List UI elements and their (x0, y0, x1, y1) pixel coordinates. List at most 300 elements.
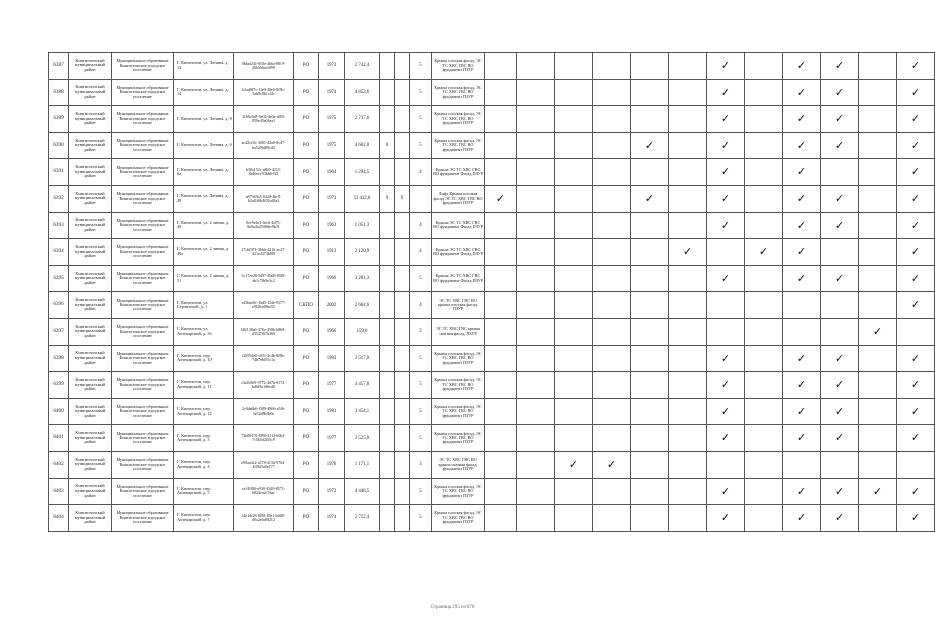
check-mark-icon: ✓ (910, 484, 921, 498)
works-list-cell: Крыша ЭС ТС ХВС ГВС ВО фундамент Фасад ПЗУР (432, 239, 485, 266)
area-cell: 2 664,6 (345, 292, 380, 319)
work-mark-cell (859, 425, 897, 452)
work-mark-cell (707, 318, 745, 345)
guid-cell: b8f138a6-476c-450b-b8b8-d3547f67b360 (234, 318, 294, 345)
work-mark-cell (783, 132, 821, 159)
work-mark-cell (485, 79, 517, 106)
work-mark-cell (745, 212, 783, 239)
check-mark-icon: ✓ (796, 484, 807, 498)
guid-cell: e98aa4c2-a578-4134-9764-4f06f3a0e177 (234, 451, 294, 478)
area-cell: 1 294,5 (345, 159, 380, 186)
work-mark-cell (897, 478, 935, 505)
work-mark-cell (669, 345, 707, 372)
extra-value-cell (380, 159, 395, 186)
work-mark-cell (821, 159, 859, 186)
work-mark-cell (593, 425, 631, 452)
work-mark-cell (897, 505, 935, 532)
guid-cell: ac42ce0c-3001-43a0-8c47-ba525bf89cd3 (234, 132, 294, 159)
work-mark-cell (897, 292, 935, 319)
extra-value-cell (380, 451, 395, 478)
extra-value-cell (395, 53, 410, 80)
work-mark-cell (669, 212, 707, 239)
work-mark-cell (745, 265, 783, 292)
work-mark-cell (745, 185, 783, 212)
check-mark-icon: ✓ (910, 351, 921, 365)
row-number: 6393 (49, 212, 69, 239)
work-mark-cell (859, 505, 897, 532)
extra-value-cell (380, 292, 395, 319)
work-mark-cell (485, 212, 517, 239)
row-number: 6387 (49, 53, 69, 80)
extra-value-cell (380, 239, 395, 266)
extra-value-cell (395, 79, 410, 106)
work-mark-cell (745, 398, 783, 425)
address-cell: Г. Кингисепп, ул. Строителей, д. 1 (174, 292, 234, 319)
check-mark-icon: ✓ (910, 431, 921, 445)
work-mark-cell (631, 505, 669, 532)
extra-value-cell (380, 372, 395, 399)
work-mark-cell (707, 398, 745, 425)
check-mark-icon: ✓ (720, 112, 731, 126)
check-mark-icon: ✓ (796, 245, 807, 259)
work-mark-cell (707, 79, 745, 106)
municipality-cell: Муниципальное образование Кингисеппское городское поселение (112, 425, 174, 452)
municipality-cell: Муниципальное образование Кингисеппское городское поселение (112, 185, 174, 212)
work-mark-cell (485, 106, 517, 133)
check-mark-icon: ✓ (796, 138, 807, 152)
address-cell: Г. Кингисепп, ул. Аптекарский, д. 3б (174, 318, 234, 345)
check-mark-icon: ✓ (910, 85, 921, 99)
work-mark-cell (783, 345, 821, 372)
district-cell: Кингисеппский муниципальный район (69, 212, 112, 239)
year-built-cell: 1963 (319, 212, 345, 239)
work-mark-cell (631, 451, 669, 478)
work-mark-cell (783, 239, 821, 266)
row-number: 6391 (49, 159, 69, 186)
row-number: 6399 (49, 372, 69, 399)
district-cell: Кингисеппский муниципальный район (69, 159, 112, 186)
work-mark-cell (745, 451, 783, 478)
address-cell: Г. Кингисепп, ул. Ленина, д. 9 (174, 106, 234, 133)
table-row (49, 451, 935, 478)
municipality-cell: Муниципальное образование Кингисеппское городское поселение (112, 451, 174, 478)
work-mark-cell (783, 106, 821, 133)
work-mark-cell (555, 185, 593, 212)
address-cell: Г. Кингисепп, пер. Аптекарский, д. 11 (174, 372, 234, 399)
row-number: 6392 (49, 185, 69, 212)
check-mark-icon: ✓ (910, 298, 921, 312)
work-mark-cell (555, 292, 593, 319)
extra-value-cell (380, 53, 395, 80)
work-mark-cell (859, 265, 897, 292)
work-mark-cell (821, 132, 859, 159)
work-mark-cell (631, 425, 669, 452)
guid-cell: 3166c6e8-9e02-4e0a-a88f-859e45e04ea1 (234, 106, 294, 133)
works-list-cell: Крыша плоская фасад, ЭС ТС ХВС ГВС ВО фундамент ПЗУР (432, 53, 485, 80)
work-mark-cell (821, 478, 859, 505)
work-mark-cell (517, 372, 555, 399)
floors-cell: 5 (410, 53, 432, 80)
work-mark-cell (897, 79, 935, 106)
table-row (49, 318, 935, 345)
check-mark-icon: ✓ (720, 165, 731, 179)
check-mark-icon: ✓ (796, 85, 807, 99)
address-cell: Г. Кингисепп, пер. Аптекарский, д. 12 (174, 398, 234, 425)
year-built-cell: 1976 (319, 451, 345, 478)
check-mark-icon: ✓ (872, 324, 883, 338)
work-mark-cell (745, 132, 783, 159)
work-mark-cell (821, 505, 859, 532)
work-mark-cell (707, 345, 745, 372)
work-mark-cell (859, 292, 897, 319)
work-mark-cell (593, 398, 631, 425)
extra-value-cell (395, 345, 410, 372)
check-mark-icon: ✓ (834, 112, 845, 126)
work-mark-cell (517, 425, 555, 452)
table-row (49, 159, 935, 186)
check-mark-icon: ✓ (796, 351, 807, 365)
year-built-cell: 1975 (319, 132, 345, 159)
work-mark-cell (593, 212, 631, 239)
work-mark-cell (669, 505, 707, 532)
year-built-cell: 1975 (319, 106, 345, 133)
table-row (49, 505, 935, 532)
area-cell: 4 853,6 (345, 79, 380, 106)
municipality-cell: Муниципальное образование Кингисеппское городское поселение (112, 132, 174, 159)
area-cell: 2 712,4 (345, 505, 380, 532)
extra-value-cell (380, 425, 395, 452)
guid-cell: b38a152c-a8b9-4215-8a40ecc93bb6-5f3 (234, 159, 294, 186)
extra-value-cell (380, 212, 395, 239)
municipality-cell: Муниципальное образование Кингисеппское городское поселение (112, 212, 174, 239)
work-mark-cell (669, 398, 707, 425)
check-mark-icon: ✓ (682, 245, 693, 259)
management-type-cell: РО (294, 212, 319, 239)
check-mark-icon: ✓ (720, 484, 731, 498)
work-mark-cell (485, 451, 517, 478)
management-type-cell: СКПО (294, 292, 319, 319)
municipality-cell: Муниципальное образование Кингисеппское городское поселение (112, 398, 174, 425)
table-row (49, 345, 935, 372)
management-type-cell: РО (294, 106, 319, 133)
work-mark-cell (745, 505, 783, 532)
work-mark-cell (485, 132, 517, 159)
area-cell: 3 517,0 (345, 345, 380, 372)
guid-cell: ce14f8f6-e930-4349-8571-b824ea2c7dac (234, 478, 294, 505)
area-cell: 4 457,8 (345, 372, 380, 399)
district-cell: Кингисеппский муниципальный район (69, 265, 112, 292)
work-mark-cell (555, 159, 593, 186)
work-mark-cell (897, 132, 935, 159)
work-mark-cell (631, 185, 669, 212)
work-mark-cell (631, 132, 669, 159)
district-cell: Кингисеппский муниципальный район (69, 79, 112, 106)
work-mark-cell (485, 398, 517, 425)
management-type-cell: РО (294, 505, 319, 532)
work-mark-cell (485, 478, 517, 505)
year-built-cell: 1981 (319, 398, 345, 425)
guid-cell: a87945b3-0428-4bc0-b2af1f6b4f02cd9a2 (234, 185, 294, 212)
work-mark-cell (631, 478, 669, 505)
work-mark-cell (485, 53, 517, 80)
floors-cell: 5 (410, 106, 432, 133)
work-mark-cell (555, 451, 593, 478)
check-mark-icon: ✓ (796, 404, 807, 418)
work-mark-cell (517, 159, 555, 186)
floors-cell: 5 (410, 478, 432, 505)
floors-cell: 4 (410, 159, 432, 186)
extra-value-cell: 0 (380, 132, 395, 159)
work-mark-cell (821, 425, 859, 452)
work-mark-cell (783, 212, 821, 239)
district-cell: Кингисеппский муниципальный район (69, 425, 112, 452)
work-mark-cell (859, 372, 897, 399)
work-mark-cell (707, 212, 745, 239)
work-mark-cell (631, 212, 669, 239)
check-mark-icon: ✓ (796, 218, 807, 232)
check-mark-icon: ✓ (758, 245, 769, 259)
work-mark-cell (783, 398, 821, 425)
work-mark-cell (859, 318, 897, 345)
guid-cell: f4a1b9e9-9772-4d7b-9174-bd6f8a1d6e40 (234, 372, 294, 399)
management-type-cell: РО (294, 185, 319, 212)
works-list-cell: Крыша плоская фасад, ЭС ТС ХВС ГВС ВО фундамент ПЗУР (432, 372, 485, 399)
check-mark-icon: ✓ (910, 378, 921, 392)
row-number: 6402 (49, 451, 69, 478)
area-cell: 159,0 (345, 318, 380, 345)
table-row (49, 79, 935, 106)
work-mark-cell (517, 478, 555, 505)
work-mark-cell (593, 372, 631, 399)
work-mark-cell (555, 425, 593, 452)
work-mark-cell (669, 451, 707, 478)
work-mark-cell (821, 292, 859, 319)
floors-cell: 5 (410, 265, 432, 292)
district-cell: Кингисеппский муниципальный район (69, 292, 112, 319)
check-mark-icon: ✓ (720, 378, 731, 392)
works-list-cell: Крыша плоская фасад, ЭС ТС ХВС ГВС ВО фундамент ПЗУР (432, 398, 485, 425)
work-mark-cell (631, 292, 669, 319)
work-mark-cell (707, 239, 745, 266)
work-mark-cell (897, 239, 935, 266)
table-row (49, 478, 935, 505)
extra-value-cell (395, 292, 410, 319)
district-cell: Кингисеппский муниципальный район (69, 398, 112, 425)
work-mark-cell (783, 265, 821, 292)
works-list-cell: Крыша плоская фасад, ЭС ТС ХВС ГВС ВО фундамент ПЗУР (432, 345, 485, 372)
district-cell: Кингисеппский муниципальный район (69, 505, 112, 532)
work-mark-cell (517, 106, 555, 133)
works-list-cell: Крыша плоская фасад, ЭС ТС ХВС ГВС ВО фундамент ПЗУР (432, 132, 485, 159)
year-built-cell: 2002 (319, 292, 345, 319)
works-list-cell: Крыша плоская фасад, ЭС ТС ХВС ГВС ВО фундамент ПЗУР (432, 505, 485, 532)
work-mark-cell (593, 451, 631, 478)
page-number: Страница 295 из 670 (430, 605, 475, 610)
work-mark-cell (517, 185, 555, 212)
extra-value-cell: 9 (395, 185, 410, 212)
work-mark-cell (821, 345, 859, 372)
work-mark-cell (555, 132, 593, 159)
check-mark-icon: ✓ (834, 484, 845, 498)
check-mark-icon: ✓ (834, 191, 845, 205)
work-mark-cell (745, 292, 783, 319)
work-mark-cell (745, 318, 783, 345)
extra-value-cell (380, 106, 395, 133)
work-mark-cell (593, 505, 631, 532)
work-mark-cell (859, 451, 897, 478)
corner-mark: · (856, 46, 857, 50)
work-mark-cell (485, 292, 517, 319)
floors-cell: 4 (410, 292, 432, 319)
work-mark-cell (669, 159, 707, 186)
work-mark-cell (745, 372, 783, 399)
check-mark-icon: ✓ (910, 59, 921, 73)
guid-cell: 0bbaf241-8f3b-4b6a-8819-26b5bbac0f99 (234, 53, 294, 80)
work-mark-cell (783, 53, 821, 80)
extra-value-cell: 9 (380, 185, 395, 212)
work-mark-cell (517, 212, 555, 239)
check-mark-icon: ✓ (910, 138, 921, 152)
check-mark-icon: ✓ (644, 191, 655, 205)
area-cell: 3 281,3 (345, 265, 380, 292)
extra-value-cell (395, 451, 410, 478)
management-type-cell: РО (294, 132, 319, 159)
work-mark-cell (897, 345, 935, 372)
row-number: 6390 (49, 132, 69, 159)
row-number: 6388 (49, 79, 69, 106)
work-mark-cell (859, 79, 897, 106)
municipality-cell: Муниципальное образование Кингисеппское городское поселение (112, 53, 174, 80)
check-mark-icon: ✓ (910, 112, 921, 126)
work-mark-cell (485, 265, 517, 292)
table-row (49, 292, 935, 319)
table-row (49, 106, 935, 133)
work-mark-cell (555, 239, 593, 266)
check-mark-icon: ✓ (720, 404, 731, 418)
management-type-cell: РО (294, 451, 319, 478)
work-mark-cell (517, 398, 555, 425)
area-cell: 4 602,0 (345, 132, 380, 159)
district-cell: Кингисеппский муниципальный район (69, 106, 112, 133)
work-mark-cell (783, 425, 821, 452)
work-mark-cell (897, 398, 935, 425)
check-mark-icon: ✓ (720, 351, 731, 365)
management-type-cell: РО (294, 318, 319, 345)
table-row (49, 425, 935, 452)
floors-cell: 4 (410, 239, 432, 266)
work-mark-cell (631, 159, 669, 186)
work-mark-cell (593, 318, 631, 345)
work-mark-cell (517, 79, 555, 106)
work-mark-cell (631, 79, 669, 106)
work-mark-cell (783, 451, 821, 478)
work-mark-cell (783, 292, 821, 319)
row-number: 6398 (49, 345, 69, 372)
address-cell: Г. Кингисепп, ул. 2 линия, д. 51 (174, 265, 234, 292)
check-mark-icon: ✓ (834, 271, 845, 285)
check-mark-icon: ✓ (872, 484, 883, 498)
management-type-cell: РО (294, 265, 319, 292)
guid-cell: 47c6f971-3b66-4216-ac27-421e4374b8f9 (234, 239, 294, 266)
work-mark-cell (631, 372, 669, 399)
table-row (49, 239, 935, 266)
housing-register-table (48, 52, 935, 532)
work-mark-cell (593, 185, 631, 212)
address-cell: Г. Кингисепп, пер. Аптекарский, д. 7 (174, 505, 234, 532)
check-mark-icon: ✓ (796, 112, 807, 126)
management-type-cell: РО (294, 425, 319, 452)
work-mark-cell (555, 318, 593, 345)
work-mark-cell (485, 159, 517, 186)
table-row (49, 132, 935, 159)
work-mark-cell (897, 372, 935, 399)
work-mark-cell (707, 132, 745, 159)
work-mark-cell (555, 478, 593, 505)
guid-cell: e43bae8c-1bd5-4f4e-9377-e9f26ad96a55 (234, 292, 294, 319)
address-cell: Г. Кингисепп, пер. Аптекарский, д. 5 (174, 478, 234, 505)
row-number: 6403 (49, 478, 69, 505)
municipality-cell: Муниципальное образование Кингисеппское городское поселение (112, 292, 174, 319)
work-mark-cell (517, 451, 555, 478)
check-mark-icon: ✓ (834, 138, 845, 152)
work-mark-cell (517, 53, 555, 80)
work-mark-cell (669, 79, 707, 106)
district-cell: Кингисеппский муниципальный район (69, 451, 112, 478)
work-mark-cell (821, 79, 859, 106)
address-cell: Г. Кингисепп, ул. Ленина, д. 6 (174, 132, 234, 159)
district-cell: Кингисеппский муниципальный район (69, 345, 112, 372)
district-cell: Кингисеппский муниципальный район (69, 372, 112, 399)
extra-value-cell (395, 505, 410, 532)
work-mark-cell (897, 212, 935, 239)
work-mark-cell (783, 372, 821, 399)
work-mark-cell (593, 345, 631, 372)
work-mark-cell (631, 345, 669, 372)
work-mark-cell (517, 292, 555, 319)
floors-cell: 5 (410, 345, 432, 372)
check-mark-icon: ✓ (644, 138, 655, 152)
check-mark-icon: ✓ (568, 457, 579, 471)
work-mark-cell (669, 318, 707, 345)
check-mark-icon: ✓ (720, 218, 731, 232)
work-mark-cell (593, 239, 631, 266)
works-list-cell: Крыша плоская фасад, ЭС ТС ХВС ГВС ВО фундамент ПЗУР (432, 79, 485, 106)
municipality-cell: Муниципальное образование Кингисеппское городское поселение (112, 239, 174, 266)
area-cell: 2 737,6 (345, 106, 380, 133)
municipality-cell: Муниципальное образование Кингисеппское городское поселение (112, 265, 174, 292)
work-mark-cell (897, 159, 935, 186)
check-mark-icon: ✓ (720, 511, 731, 525)
table-row (49, 265, 935, 292)
extra-value-cell (395, 398, 410, 425)
work-mark-cell (821, 372, 859, 399)
work-mark-cell (745, 478, 783, 505)
management-type-cell: РО (294, 478, 319, 505)
check-mark-icon: ✓ (834, 378, 845, 392)
year-built-cell: 1973 (319, 53, 345, 80)
extra-value-cell (380, 478, 395, 505)
floors-cell: 5 (410, 505, 432, 532)
work-mark-cell (669, 132, 707, 159)
address-cell: Г. Кингисепп, пер. Аптекарский, д. 10 (174, 345, 234, 372)
area-cell: 11 412,6 (345, 185, 380, 212)
area-cell: 3 525,0 (345, 425, 380, 452)
management-type-cell: РО (294, 398, 319, 425)
works-list-cell: ЭС ТС ХВС ГВС ВО крыша скатная фасад, фундамент ПЗУР (432, 451, 485, 478)
work-mark-cell (555, 106, 593, 133)
work-mark-cell (555, 345, 593, 372)
work-mark-cell (555, 79, 593, 106)
